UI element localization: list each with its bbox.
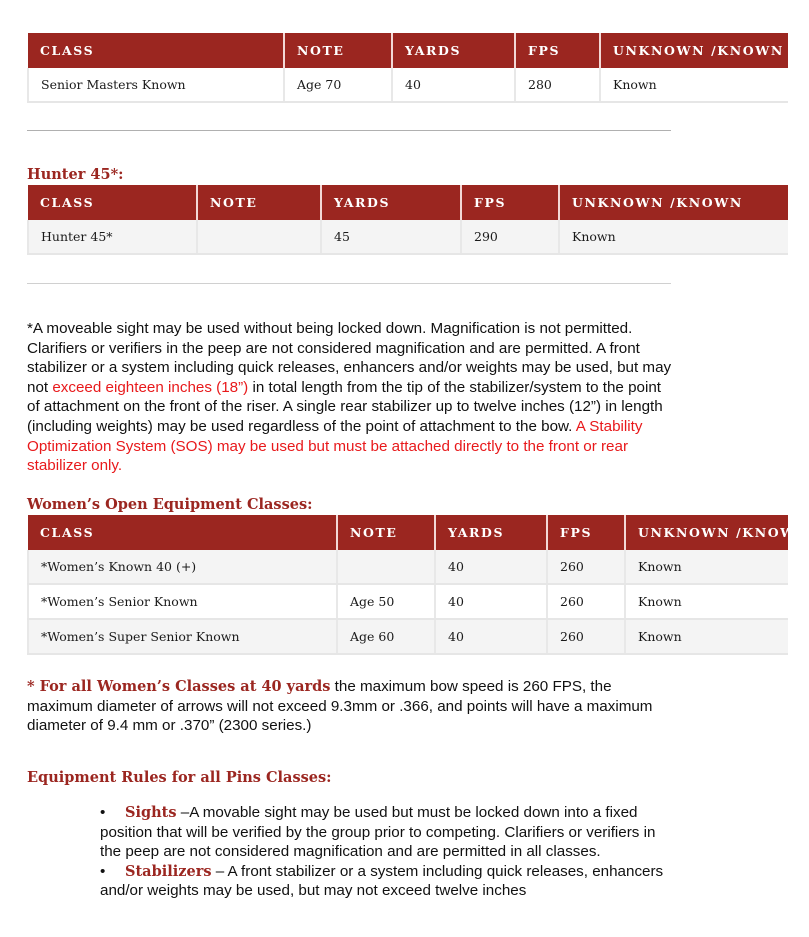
cell-fps: 260 [547,584,625,619]
cell-note [197,220,321,254]
col-header-note: NOTE [284,33,392,68]
cell-class: Hunter 45* [28,220,197,254]
cell-class: *Women’s Senior Known [28,584,337,619]
womens-table [27,515,809,655]
cell-unknown-known: Known [600,68,788,102]
col-header-class: CLASS [28,515,337,550]
cell-note: Age 60 [337,619,435,654]
table-header-row [28,33,788,68]
note-highlight: exceed eighteen inches (18”) [52,378,249,396]
cell-fps: 260 [547,619,625,654]
cell-class: *Women’s Super Senior Known [28,619,337,654]
bullet-icon: • [100,862,106,880]
rule-lead: Stabilizers [125,862,212,880]
table-row [28,68,788,102]
note-text: *A moveable sight may be used without being locked down. Magnification is not permitted. Clarifiers or verifiers in the peep are not considered magnification and are permitted. A front stabilizer or a system including quick releases, enhancers and/or weights may be used, but may not [27,320,672,396]
col-header-fps: FPS [461,185,559,220]
hunter-table [27,185,788,255]
col-header-fps: FPS [547,515,625,550]
cell-yards: 40 [435,619,547,654]
col-header-yards: YARDS [392,33,515,68]
col-header-note: NOTE [337,515,435,550]
rule-lead: Sights [125,804,177,821]
col-header-unknown-known: UNKNOWN /KNOWN [600,33,788,68]
womens-note [27,677,677,736]
list-item [100,803,680,862]
cell-fps: 290 [461,220,559,254]
senior-masters-table [27,33,788,103]
rule-text: –A movable sight may be used but must be locked down into a fixed position that will be verified by the group prior to competing. Clarifiers or verifiers in the peep are not considered magnification and are permitted in all classes. [100,804,656,861]
table-header-row [28,515,788,550]
cell-note: Age 50 [337,584,435,619]
cell-yards: 45 [321,220,461,254]
col-header-yards: YARDS [435,515,547,550]
col-header-class: CLASS [28,33,284,68]
cell-unknown-known: Known [559,220,788,254]
cell-fps: 280 [515,68,600,102]
table-row [28,550,788,584]
col-header-yards: YARDS [321,185,461,220]
divider [27,130,671,131]
cell-unknown-known: Known [625,584,788,619]
note-text: in total length from the tip of the stabilizer/system to the point of attachment on the front of the riser. A single rear stabilizer up to twelve inches (12”) in length (including weights) may be used regardless of the point of attachment to the bow. [27,378,663,435]
table-row [28,584,788,619]
divider [27,283,671,284]
col-header-class: CLASS [28,185,197,220]
cell-fps: 260 [547,550,625,584]
hunter-section-title: Hunter 45*: [27,166,124,183]
cell-yards: 40 [435,550,547,584]
cell-yards: 40 [392,68,515,102]
cell-class: Senior Masters Known [28,68,284,102]
womens-section-title: Women’s Open Equipment Classes: [27,496,313,513]
cell-unknown-known: Known [625,550,788,584]
womens-note-text: the maximum bow speed is 260 FPS, the maximum diameter of arrows will not exceed 9.3mm or .366, and points will have a maximum diameter of 9.4 mm or .370” (2300 series.) [27,678,653,735]
col-header-note: NOTE [197,185,321,220]
cell-note: Age 70 [284,68,392,102]
list-item [100,862,680,901]
col-header-unknown-known: UNKNOWN /KNOWN [625,515,788,550]
table-header-row [28,185,788,220]
rule-text: – A front stabilizer or a system including quick releases, enhancers and/or weights may be used, but may not exceed twelve inches [100,862,664,900]
table-row [28,220,788,254]
bullet-icon: • [100,804,106,821]
cell-note [337,550,435,584]
cell-class: *Women’s Known 40 (+) [28,550,337,584]
cell-yards: 40 [435,584,547,619]
hunter-equipment-note [27,319,677,476]
note-highlight: A Stability Optimization System (SOS) may be used but must be attached directly to the front or rear stabilizer only. [27,417,643,475]
col-header-fps: FPS [515,33,600,68]
col-header-unknown-known: UNKNOWN /KNOWN [559,185,788,220]
cell-unknown-known: Known [625,619,788,654]
womens-note-lead: * For all Women’s Classes at 40 yards [27,678,331,695]
equipment-rules-list [100,803,680,901]
table-row [28,619,788,654]
equipment-rules-title: Equipment Rules for all Pins Classes: [27,769,332,786]
